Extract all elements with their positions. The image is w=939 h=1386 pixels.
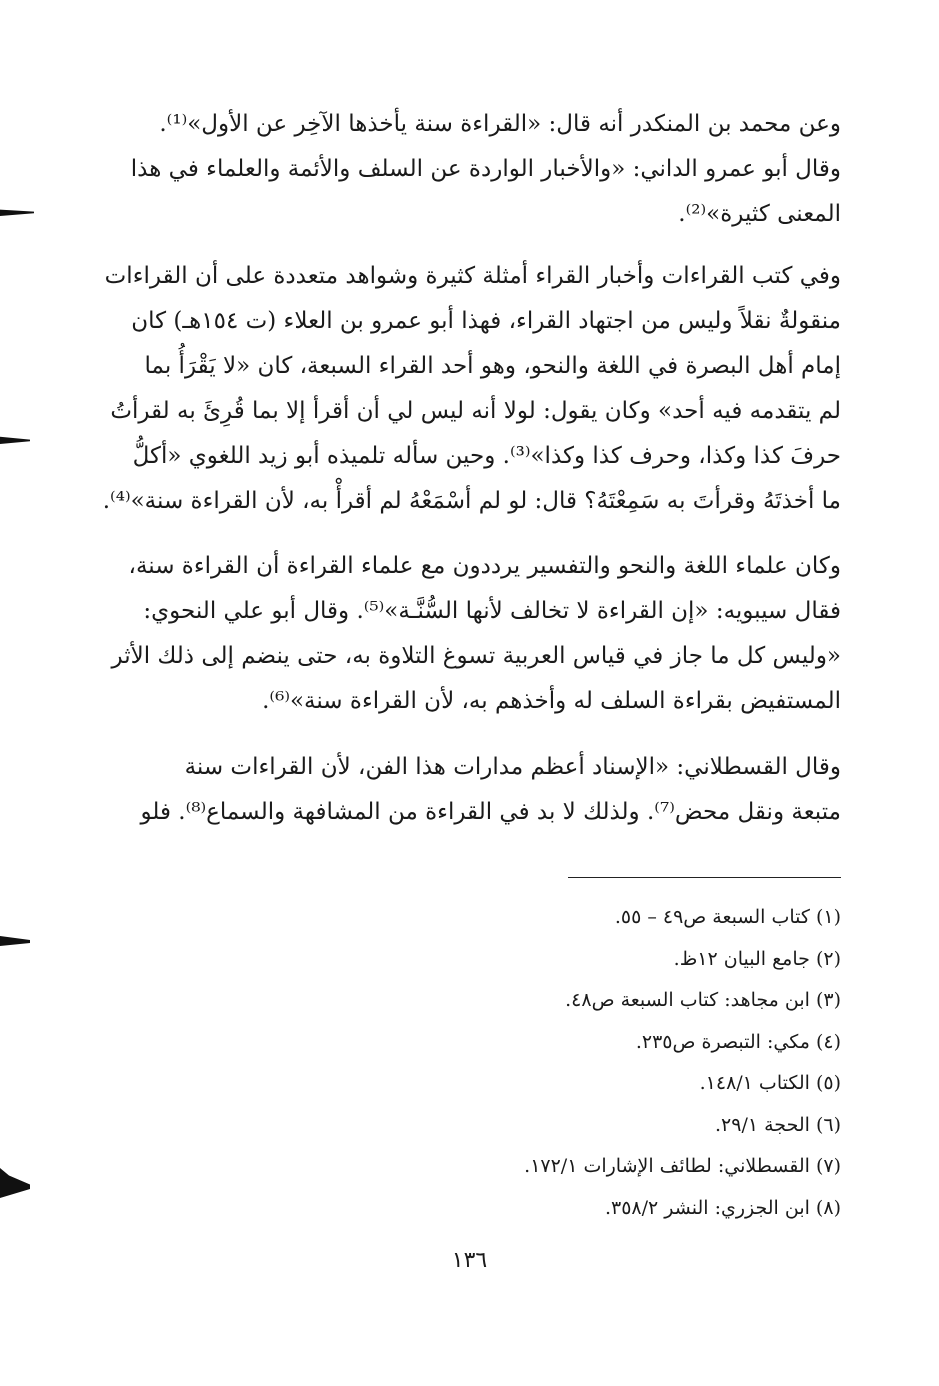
text-line: حرفَ كذا وكذا، وحرف كذا وكذا»⁽³⁾. وحين سأله تلميذه أبو زيد اللغوي «أكلُّ xyxy=(132,443,841,469)
paragraph-2 xyxy=(96,254,841,524)
paragraph-3 xyxy=(96,544,841,724)
text-line: إمام أهل البصرة في اللغة والنحو، وهو أحد القراء السبعة، كان «لا يَقْرَأُ بما xyxy=(144,353,841,379)
text-line: وقال أبو عمرو الداني: «والأخبار الواردة عن السلف والأئمة والعلماء في هذا xyxy=(130,156,841,182)
text-line: «وليس كل ما جاز في قياس العربية تسوغ التلاوة به، حتى ينضم إلى ذلك الأثر xyxy=(111,643,841,669)
footnote-item: (١) كتاب السبعة ص٤٩ – ٥٥. xyxy=(614,906,841,928)
footnote-item: (٧) القسطلاني: لطائف الإشارات ١٧٢/١. xyxy=(524,1155,841,1177)
footnote-divider xyxy=(568,877,841,878)
scan-edge-mark xyxy=(0,436,30,444)
scan-edge-mark xyxy=(0,208,34,216)
text-line: وعن محمد بن المنكدر أنه قال: «القراءة سنة يأخذها الآخِر عن الأول»⁽¹⁾. xyxy=(159,111,841,137)
paragraph-4 xyxy=(96,745,841,835)
text-line: المستفيض بقراءة السلف له وأخذهم به، لأن القراءة سنة»⁽⁶⁾. xyxy=(262,688,841,714)
text-line: وكان علماء اللغة والنحو والتفسير يرددون مع علماء القراءة أن القراءة سنة، xyxy=(128,553,841,579)
footnotes xyxy=(321,897,841,1229)
text-line: لم يتقدمه فيه أحد» وكان يقول: لولا أنه ليس لي أن أقرأ إلا بما قُرِئَ به لقرأتُ xyxy=(110,398,841,424)
paragraph-1 xyxy=(96,102,841,237)
text-line: ما أخذتَهُ وقرأتَ به سَمِعْتَهُ؟ قال: لو لم أسْمَعْهُ لم أقرأْ به، لأن القراءة سنة»⁽⁴⁾. xyxy=(102,488,841,514)
text-line: وقال القسطلاني: «الإسناد أعظم مدارات هذا الفن، لأن القراءات سنة xyxy=(184,754,841,780)
footnote-item: (٨) ابن الجزري: النشر ٣٥٨/٢. xyxy=(604,1196,841,1219)
text-line: متبعة ونقل محض⁽⁷⁾. ولذلك لا بد في القراءة من المشافهة والسماع⁽⁸⁾. فلو xyxy=(140,799,841,825)
footnote-item: (٢) جامع البيان ١٢ظ. xyxy=(673,947,841,970)
footnote-item: (٥) الكتاب ١٤٨/١. xyxy=(699,1072,841,1094)
footnote-item: (٤) مكي: التبصرة ص٢٣٥. xyxy=(635,1030,841,1053)
text-line: وفي كتب القراءات وأخبار القراء أمثلة كثيرة وشواهد متعددة على أن القراءات xyxy=(104,263,841,289)
text-line: فقال سيبويه: «إن القراءة لا تخالف لأنها السُّنَّـة»⁽⁵⁾. وقال أبو علي النحوي: xyxy=(143,598,841,624)
scan-edge-mark xyxy=(0,1168,30,1198)
footnote-item: (٦) الحجة ٢٩/١. xyxy=(715,1113,841,1136)
text-line: المعنى كثيرة»⁽²⁾. xyxy=(678,201,841,227)
footnote-item: (٣) ابن مجاهد: كتاب السبعة ص٤٨. xyxy=(565,989,841,1011)
text-line: منقولةٌ نقلاً وليس من اجتهاد القراء، فهذا أبو عمرو بن العلاء (ت ١٥٤هـ) كان xyxy=(131,308,841,334)
page-number: ١٣٦ xyxy=(451,1248,488,1273)
scan-edge-mark xyxy=(0,936,30,946)
